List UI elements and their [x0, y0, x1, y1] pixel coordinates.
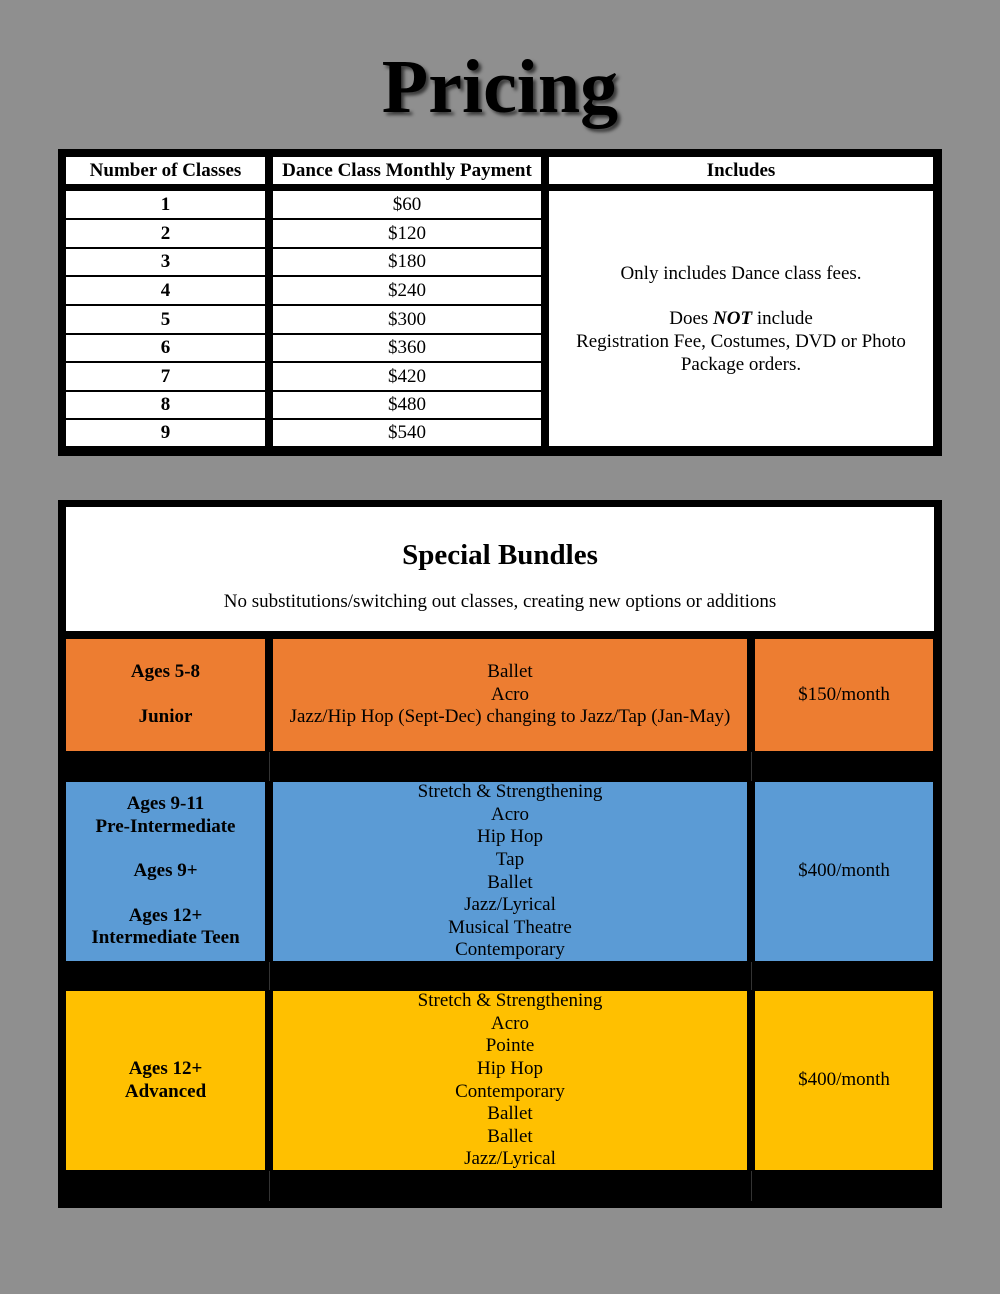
list-item: Jazz/Lyrical — [464, 1148, 556, 1170]
intermediate-age-1: Ages 9-11 — [126, 793, 205, 815]
intermediate-classes-cell — [273, 782, 747, 961]
row-5-classes: 5 — [66, 306, 265, 333]
includes-line-2: Does NOT include — [669, 307, 813, 329]
list-item: Stretch & Strengthening — [417, 990, 603, 1012]
row-4-price: $240 — [273, 277, 541, 304]
list-item: Musical Theatre — [448, 916, 572, 938]
bundles-header — [66, 507, 934, 631]
list-item: Tap — [495, 848, 525, 870]
intermediate-price: $400/month — [755, 782, 933, 961]
special-bundles-table — [58, 500, 942, 1208]
row-3-classes: 3 — [66, 249, 265, 275]
includes-line-4: Package orders. — [680, 353, 802, 375]
list-item: Pointe — [485, 1035, 535, 1057]
advanced-price: $400/month — [755, 991, 933, 1170]
advanced-age-cell — [66, 991, 265, 1170]
list-item: Hip Hop — [477, 826, 543, 848]
row-9-price: $540 — [273, 420, 541, 446]
list-item: Ballet — [487, 871, 533, 893]
page-title: Pricing — [381, 45, 619, 129]
divider — [751, 752, 752, 781]
junior-age: Ages 5-8 — [130, 661, 201, 683]
includes-description — [549, 191, 933, 446]
row-8-price: $480 — [273, 392, 541, 418]
list-item: Jazz/Lyrical — [464, 894, 556, 916]
list-item: Ballet — [487, 1125, 533, 1147]
row-3-price: $180 — [273, 249, 541, 275]
row-1-classes: 1 — [66, 191, 265, 218]
list-item: Contemporary — [455, 939, 565, 961]
row-5-price: $300 — [273, 306, 541, 333]
row-7-classes: 7 — [66, 363, 265, 390]
junior-classes-cell — [273, 639, 747, 751]
junior-age-cell — [66, 639, 265, 751]
divider — [751, 962, 752, 990]
list-item: Acro — [491, 683, 529, 705]
list-item: Stretch & Strengthening — [417, 781, 603, 803]
intermediate-age-2: Ages 9+ — [133, 860, 198, 882]
intermediate-age-3: Ages 12+ — [128, 904, 203, 926]
header-number-of-classes: Number of Classes — [66, 157, 265, 184]
bundles-subtitle: No substitutions/switching out classes, creating new options or additions — [223, 591, 777, 612]
intermediate-level-3: Intermediate Teen — [91, 927, 240, 949]
list-item: Acro — [491, 1012, 529, 1034]
row-9-classes: 9 — [66, 420, 265, 446]
intermediate-age-cell — [66, 782, 265, 961]
advanced-classes-cell — [273, 991, 747, 1170]
includes-line-1: Only includes Dance class fees. — [620, 262, 862, 284]
row-2-classes: 2 — [66, 220, 265, 247]
junior-price: $150/month — [755, 639, 933, 751]
row-8-classes: 8 — [66, 392, 265, 418]
advanced-level: Advanced — [124, 1080, 207, 1102]
list-item: Acro — [491, 803, 529, 825]
header-monthly-payment: Dance Class Monthly Payment — [273, 157, 541, 184]
list-item: Contemporary — [455, 1080, 565, 1102]
list-item: Jazz/Hip Hop (Sept-Dec) changing to Jazz/Tap (Jan-May) — [289, 706, 731, 728]
includes-line-3: Registration Fee, Costumes, DVD or Photo — [576, 330, 906, 352]
row-1-price: $60 — [273, 191, 541, 218]
row-6-price: $360 — [273, 335, 541, 361]
row-2-price: $120 — [273, 220, 541, 247]
list-item: Ballet — [487, 661, 533, 683]
list-item: Hip Hop — [477, 1057, 543, 1079]
intermediate-level-1: Pre-Intermediate — [95, 815, 236, 837]
includes-not-emphasis: NOT — [713, 307, 753, 329]
divider — [751, 1171, 752, 1201]
row-7-price: $420 — [273, 363, 541, 390]
row-4-classes: 4 — [66, 277, 265, 304]
divider — [269, 962, 270, 990]
divider — [269, 752, 270, 781]
list-item: Ballet — [487, 1103, 533, 1125]
divider — [269, 1171, 270, 1201]
row-6-classes: 6 — [66, 335, 265, 361]
junior-level: Junior — [138, 706, 193, 727]
pricing-table — [58, 149, 942, 456]
header-includes: Includes — [549, 157, 933, 184]
bundles-title: Special Bundles — [402, 539, 598, 571]
advanced-age: Ages 12+ — [128, 1057, 203, 1079]
